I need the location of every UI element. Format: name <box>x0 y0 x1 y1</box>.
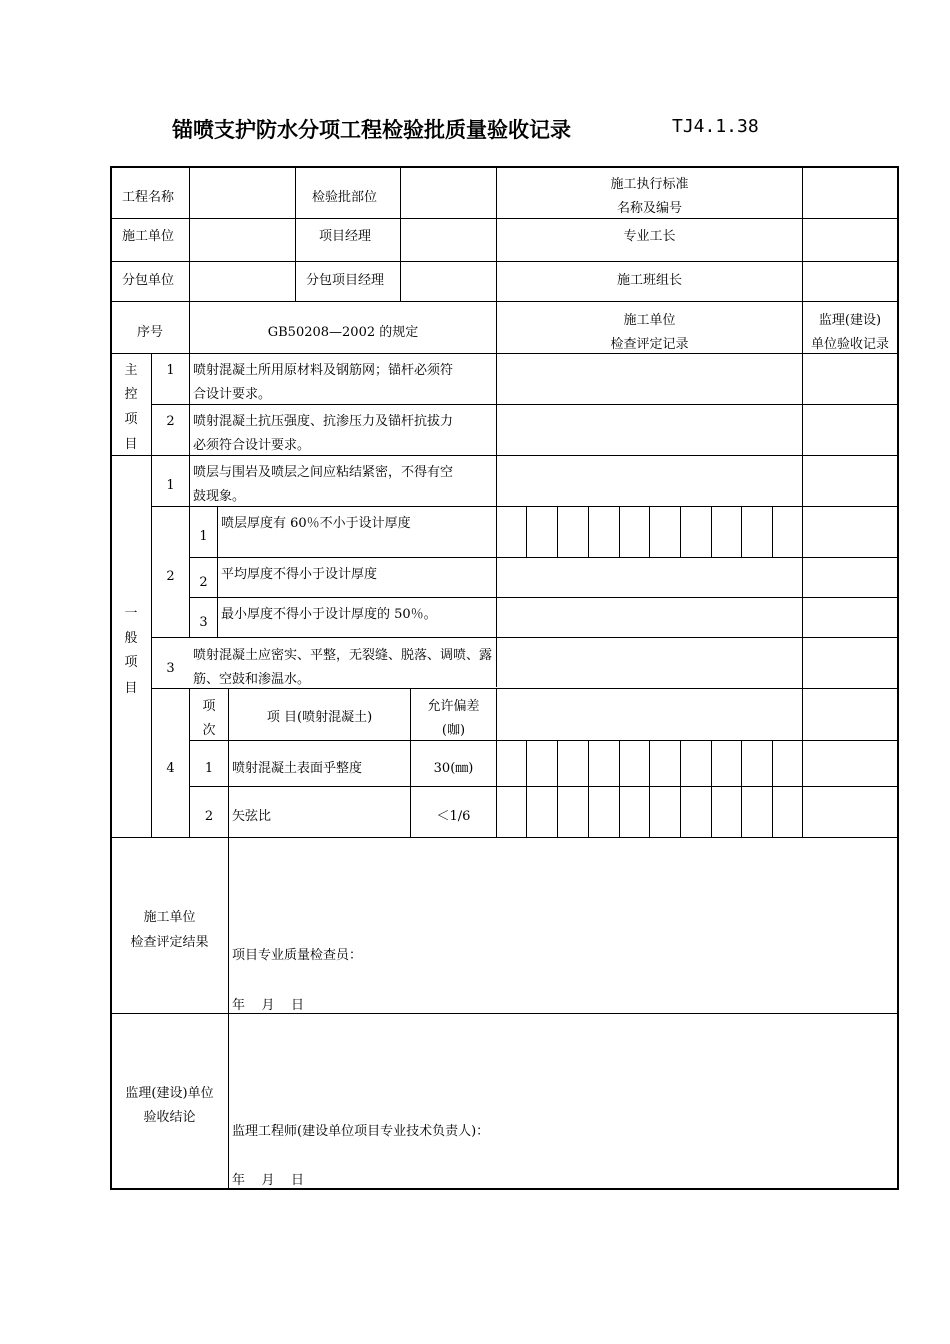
measure-col-line <box>772 506 773 557</box>
sub-item-text: 平均厚度不得小于设计厚度 <box>221 567 378 582</box>
label-project-name: 工程名称 <box>122 190 175 205</box>
row-line <box>110 301 899 302</box>
label-standard-2: 名称及编号 <box>616 201 682 216</box>
sub-item-text: 喷层厚度有 60％不小于设计厚度 <box>221 516 411 531</box>
document-title: 锚喷支护防水分项工程检验批质量验收记录 <box>172 118 571 142</box>
general-label-char: 项 <box>124 655 138 670</box>
measure-col-line <box>588 506 589 557</box>
general-label-char: 般 <box>124 631 138 646</box>
col-seq: 序号 <box>136 325 163 340</box>
col-check-1: 施工单位 <box>623 313 676 328</box>
general-label-char: 目 <box>124 681 138 696</box>
label-construct-unit: 施工单位 <box>122 229 175 244</box>
item4-row-tolerance: 30(㎜) <box>433 761 474 776</box>
general-item-text: 鼓现象。 <box>193 489 246 504</box>
sub-item-text: 最小厚度不得小于设计厚度的 50％。 <box>221 607 437 622</box>
col-line <box>496 688 497 837</box>
general-item-text: 喷层与围岩及喷层之间应粘结紧密，不得有空 <box>193 465 454 480</box>
col-line <box>400 166 401 301</box>
item4-row-item: 喷射混凝土表面乎整度 <box>232 761 363 776</box>
main-item-no: 2 <box>166 414 175 429</box>
item4-row-item: 矢弦比 <box>232 809 272 824</box>
measure-col-line <box>741 506 742 557</box>
col-check-2: 检查评定记录 <box>610 337 689 352</box>
col-line <box>217 506 218 637</box>
item4-row-no: 1 <box>204 761 214 776</box>
measure-col-line <box>526 740 527 837</box>
general-item-no: 3 <box>166 661 175 676</box>
main-label-char: 目 <box>124 437 138 452</box>
label-sub-unit: 分包单位 <box>122 273 175 288</box>
item4-row-no: 2 <box>204 809 214 824</box>
main-item-text: 喷射混凝土抗压强度、抗渗压力及锚杆抗拔力 <box>193 414 454 429</box>
quality-inspector-label: 项目专业质量检查员： <box>232 948 363 963</box>
label-team-leader: 施工班组长 <box>616 273 682 288</box>
general-item-no: 4 <box>166 761 175 776</box>
col-line <box>802 166 803 837</box>
supervising-engineer-label: 监理工程师(建设单位项目专业技术负责人)： <box>232 1124 490 1139</box>
main-item-text: 喷射混凝土所用原材料及钢筋网；锚杆必须符 <box>193 363 454 378</box>
form-code: TJ4.1.38 <box>672 116 759 137</box>
measure-col-line <box>711 740 712 837</box>
date-line-1: 年 月 日 <box>232 998 305 1013</box>
sub-item-no: 2 <box>199 575 208 590</box>
item4-header-tolerance-1: 允许偏差 <box>427 699 480 714</box>
label-sub-manager: 分包项目经理 <box>306 273 385 288</box>
row-line <box>189 786 899 787</box>
table-border-top <box>110 166 899 168</box>
main-label-char: 控 <box>124 387 138 402</box>
col-supervisor-1: 监理(建设) <box>818 313 882 328</box>
measure-col-line <box>772 740 773 837</box>
col-supervisor-2: 单位验收记录 <box>810 337 889 352</box>
item4-header-no-1: 项 <box>202 699 216 714</box>
measure-col-line <box>557 506 558 557</box>
supervisor-result-label-1: 监理(建设)单位 <box>125 1086 214 1101</box>
sub-item-no: 1 <box>199 529 208 544</box>
main-item-text: 合设计要求。 <box>193 387 272 402</box>
measure-col-line <box>741 740 742 837</box>
measure-col-line <box>649 506 650 557</box>
supervisor-result-label-2: 验收结论 <box>143 1110 196 1125</box>
row-line <box>189 597 899 598</box>
row-line <box>151 506 899 507</box>
general-item-text: 筋、空鼓和渗温水。 <box>193 672 311 687</box>
main-label-char: 主 <box>124 363 138 378</box>
main-item-no: 1 <box>166 363 175 378</box>
label-foreman: 专业工长 <box>623 229 676 244</box>
measure-col-line <box>619 740 620 837</box>
label-standard-1: 施工执行标准 <box>610 177 689 192</box>
sub-item-no: 3 <box>199 615 208 630</box>
measure-col-line <box>557 740 558 837</box>
measure-col-line <box>680 740 681 837</box>
general-item-text: 喷射混凝土应密实、平整，无裂缝、脱落、调喷、露 <box>193 648 493 663</box>
row-line <box>189 740 899 741</box>
item4-header-tolerance-2: (咖) <box>441 723 466 738</box>
measure-col-line <box>526 506 527 557</box>
label-project-manager: 项目经理 <box>319 229 372 244</box>
col-line <box>228 688 229 1189</box>
general-label-char: 一 <box>124 606 138 621</box>
date-line-2: 年 月 日 <box>232 1173 305 1188</box>
measure-col-line <box>619 506 620 557</box>
item4-row-tolerance: ＜1/6 <box>436 809 471 824</box>
row-line <box>151 637 899 638</box>
row-line <box>189 557 899 558</box>
unit-result-label-2: 检查评定结果 <box>130 935 209 950</box>
table-border-right <box>897 166 899 1190</box>
measure-col-line <box>649 740 650 837</box>
label-inspect-part: 检验批部位 <box>312 190 378 205</box>
measure-col-line <box>588 740 589 837</box>
main-item-text: 必须符合设计要求。 <box>193 438 311 453</box>
measure-col-line <box>680 506 681 557</box>
item4-header-no-2: 次 <box>202 723 216 738</box>
row-line <box>110 261 899 262</box>
col-line <box>295 166 296 301</box>
unit-result-label-1: 施工单位 <box>143 910 196 925</box>
general-item-no: 1 <box>166 478 175 493</box>
measure-col-line <box>711 506 712 557</box>
item4-header-item: 项 目(喷射混凝土) <box>266 710 373 725</box>
col-spec: GB50208—2002 的规定 <box>267 325 419 340</box>
general-item-no: 2 <box>166 569 175 584</box>
main-label-char: 项 <box>124 412 138 427</box>
col-line <box>189 166 190 301</box>
